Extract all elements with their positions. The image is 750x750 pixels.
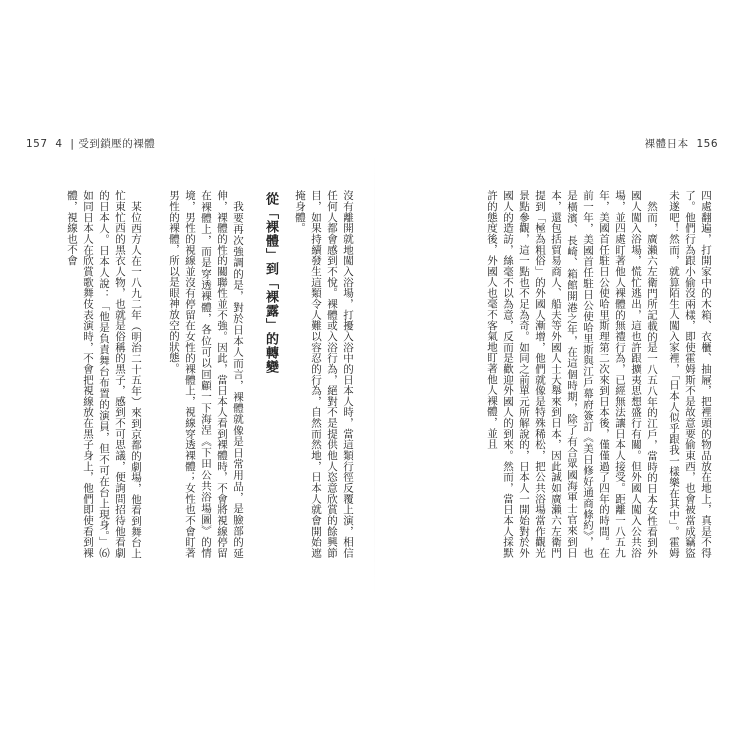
paragraph: 四處翻遍，打開家中的木箱、衣櫃、抽屜，把裡頭的物品放在地上，真是不得了。他們行為跟小偷沒兩樣，即使霍姆斯不是故意要偷東西，也會被當成竊盜未遂吧！然而，就算陌生人闖入家裡，「日本人似乎跟我一樣樂在其中」。霍姆 <box>668 190 712 558</box>
left-page <box>38 190 356 558</box>
chapter-title: 受到鎖壓的裸體 <box>78 138 156 150</box>
left-running-header <box>26 136 155 151</box>
paragraph: 沒有離開就地闖入浴場，打擾入浴中的日本人時，當這類行徑反覆上演，相信任何人都會感到不悅。裸體或入浴行為，絕對不是提供他人恣意欣賞的餘興節目，如果持續發生這類令人難以容忍的行為，自然而然地，日本人就會開始遮掩身體。 <box>294 190 354 558</box>
right-running-header <box>645 136 722 151</box>
page-gutter <box>374 150 375 600</box>
left-page-number: 157 <box>26 138 48 150</box>
paragraph: 某位西方人在一八九二年（明治二十五年）來到京都的劇場，他看到舞台上忙東忙西的黑衣人物，也就是俗稱的黑子，感到不可思議，便詢問招待他看劇的日本人。日本人說：「他是負責舞台布置的演員，但不可在台上現身。」⑹如同日本人在欣賞歌舞伎表演時，不會把視線放在黑子身上，他們即使看到裸體，視線也不會 <box>66 190 142 558</box>
book-title: 裸體日本 <box>644 138 689 150</box>
section-heading: 從「裸體」到「裸露」的轉變 <box>263 192 278 374</box>
header-divider: | <box>70 138 75 150</box>
chapter-number: 4 <box>55 138 63 150</box>
right-page <box>392 190 714 558</box>
right-page-number: 156 <box>696 138 718 150</box>
paragraph: 我要再次強調的是，對於日本人而言，裸體就像是日常用品，是臉部的延伸，裸體的性的關聯性並不強。因此，當日本人看到裸體時，不會將視線停留在裸體上，而是穿透裸體，各位可以回顧一下海涅《下田公共浴場圖》的情境，男性的視線並沒有停留在女性的裸體上，視線穿透裸體；女性也不會盯著男性的裸體，所以是眼神放空的狀態。 <box>168 190 244 558</box>
paragraph: 然而，廣瀨六左衛門所記載的是一八五八年的江戶，當時的日本女性看到外國人闖入浴場，慌忙逃出，這也許跟擴夷思想盛行有關。但外國人闖入公共浴場，並四處盯著他人裸體的無禮行為，已經無法讓日本人接受。距離一八五九年，美國首任駐日公使哈里斯理第二次來到日本後，僅僅過了四年的時間。在前一年，美國首任駐日公使哈里斯與江戶幕府簽訂《美日修好通商條約》，也是橫濱、長崎、箱館開港之年，在這個時期，除了有合眾國海軍士官來到日本，還包括貿易商人、船夫等外國人士大舉來到日本，因此誠如廣瀨六左衛門提到「極為粗俗」的外國人漸增，他們就像是特殊稀松，把公共浴場當作觀光景點參觀，這一點也不足為奇。如同之前單元所解說的，日本人一開始對於外國人的造訪，絲毫不以為意，反而是歡迎外國人的到來。然而，當日本人採默許的態度後，外國人也毫不客氣地盯著他人裸體，並且 <box>486 190 658 558</box>
